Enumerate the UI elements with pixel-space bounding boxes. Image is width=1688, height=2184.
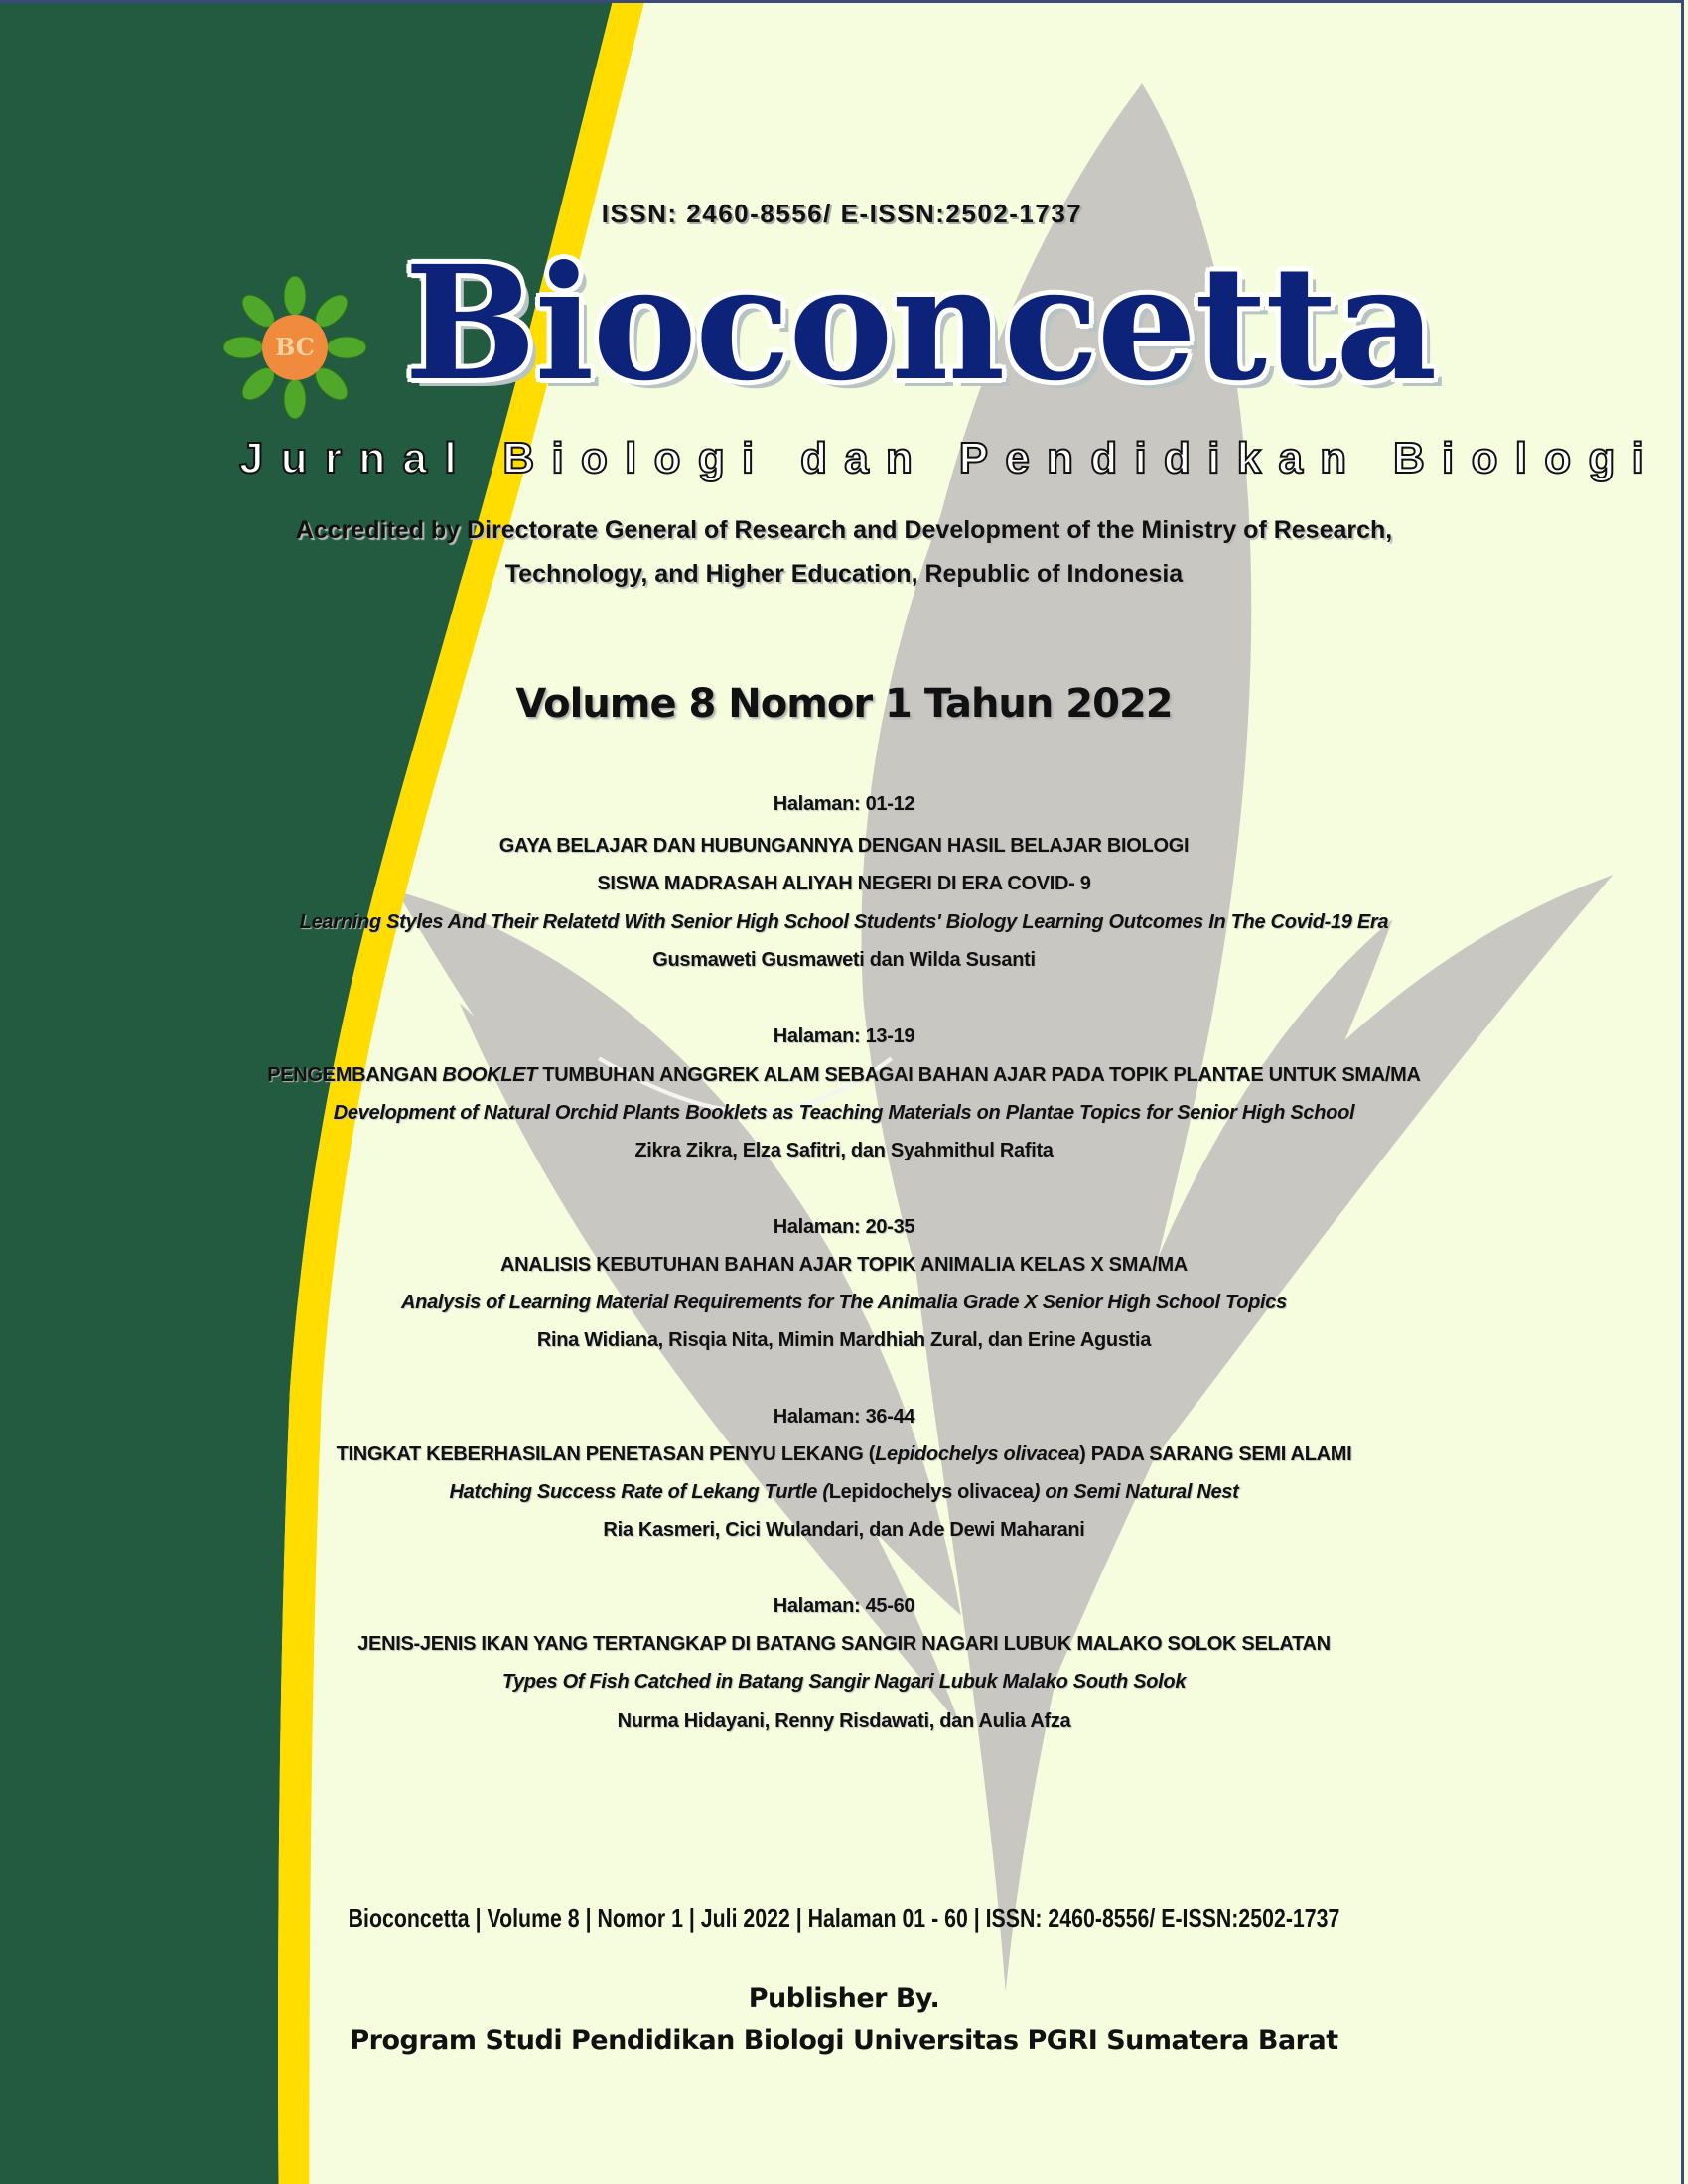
article-2-authors: Zikra Zikra, Elza Safitri, dan Syahmithul Rafita bbox=[634, 1140, 1054, 1161]
english-text: ) on Semi Natural Nest bbox=[1033, 1481, 1239, 1503]
article-3-authors: Rina Widiana, Risqia Nita, Mimin Mardhiah Zural, dan Erine Agustia bbox=[536, 1329, 1152, 1351]
issue-heading: Volume 8 Nomor 1 Tahun 2022 bbox=[515, 681, 1173, 727]
article-4-pages: Halaman: 36-44 bbox=[773, 1406, 915, 1428]
article-1-authors: Gusmaweti Gusmaweti dan Wilda Susanti bbox=[652, 949, 1036, 971]
title-italic-text: Lepidochelys olivacea bbox=[875, 1443, 1080, 1465]
article-2-title bbox=[0, 1064, 1688, 1087]
journal-subtitle: Jurnal Biologi dan Pendidikan Biologi bbox=[239, 434, 1662, 482]
article-3-english-title: Analysis of Learning Material Requirements for The Animalia Grade X Senior High School Topics bbox=[401, 1292, 1287, 1313]
accreditation-line-2: Technology, and Higher Education, Republic of Indonesia bbox=[504, 560, 1184, 588]
english-species-text: Lepidochelys olivacea bbox=[828, 1481, 1034, 1503]
journal-logo bbox=[220, 273, 369, 422]
title-text: TINGKAT KEBERHASILAN PENETASAN PENYU LEKANG ( bbox=[336, 1443, 876, 1465]
title-text: TUMBUHAN ANGGREK ALAM SEBAGAI BAHAN AJAR PADA TOPIK PLANTAE UNTUK SMA/MA bbox=[537, 1064, 1421, 1086]
title-italic-text: BOOKLET bbox=[442, 1064, 538, 1086]
title-text: PENGEMBANGAN bbox=[267, 1064, 443, 1086]
publisher-label: Publisher By. bbox=[748, 1983, 940, 2014]
title-text: ) PADA SARANG SEMI ALAMI bbox=[1079, 1443, 1352, 1465]
article-5-pages: Halaman: 45-60 bbox=[773, 1595, 915, 1617]
article-3-pages: Halaman: 20-35 bbox=[773, 1216, 915, 1238]
accreditation-line-1: Accredited by Directorate General of Research and Development of the Ministry of Research, bbox=[295, 516, 1393, 544]
journal-title: Bioconcetta bbox=[404, 232, 1436, 416]
article-1-title-line-1: GAYA BELAJAR DAN HUBUNGANNYA DENGAN HASIL BELAJAR BIOLOGI bbox=[498, 835, 1190, 857]
footer-citation: Bioconcetta | Volume 8 | Nomor 1 | Juli 2022 | Halaman 01 - 60 | ISSN: 2460-8556/ E-ISSN:2502-1737 bbox=[348, 1903, 1340, 1933]
article-4-authors: Ria Kasmeri, Cici Wulandari, dan Ade Dewi Maharani bbox=[603, 1519, 1085, 1541]
issn-text: ISSN: 2460-8556/ E-ISSN:2502-1737 bbox=[601, 199, 1083, 228]
english-text: Hatching Success Rate of Lekang Turtle ( bbox=[449, 1481, 829, 1503]
article-3-title: ANALISIS KEBUTUHAN BAHAN AJAR TOPIK ANIMALIA KELAS X SMA/MA bbox=[500, 1254, 1188, 1276]
article-1-title-line-2: SISWA MADRASAH ALIYAH NEGERI DI ERA COVID- 9 bbox=[597, 873, 1091, 894]
article-1-pages: Halaman: 01-12 bbox=[773, 793, 915, 815]
publisher-name: Program Studi Pendidikan Biologi Universitas PGRI Sumatera Barat bbox=[350, 2025, 1338, 2056]
article-1-english-title: Learning Styles And Their Relatetd With Senior High School Students' Biology Learning Outcomes In The Covid-19 Era bbox=[299, 911, 1389, 933]
article-5-title: JENIS-JENIS IKAN YANG TERTANGKAP DI BATANG SANGIR NAGARI LUBUK MALAKO SOLOK SELATAN bbox=[357, 1633, 1331, 1655]
article-4-title bbox=[0, 1443, 1688, 1466]
article-4-english-title bbox=[0, 1481, 1688, 1504]
article-2-english-title: Development of Natural Orchid Plants Booklets as Teaching Materials on Plantae Topics for Senior High School bbox=[333, 1102, 1355, 1124]
article-5-english-title: Types Of Fish Catched in Batang Sangir Nagari Lubuk Malako South Solok bbox=[501, 1671, 1187, 1693]
article-5-authors: Nurma Hidayani, Renny Risdawati, dan Aulia Afza bbox=[617, 1710, 1071, 1732]
article-2-pages: Halaman: 13-19 bbox=[773, 1025, 915, 1047]
svg-text:BC: BC bbox=[275, 333, 315, 361]
